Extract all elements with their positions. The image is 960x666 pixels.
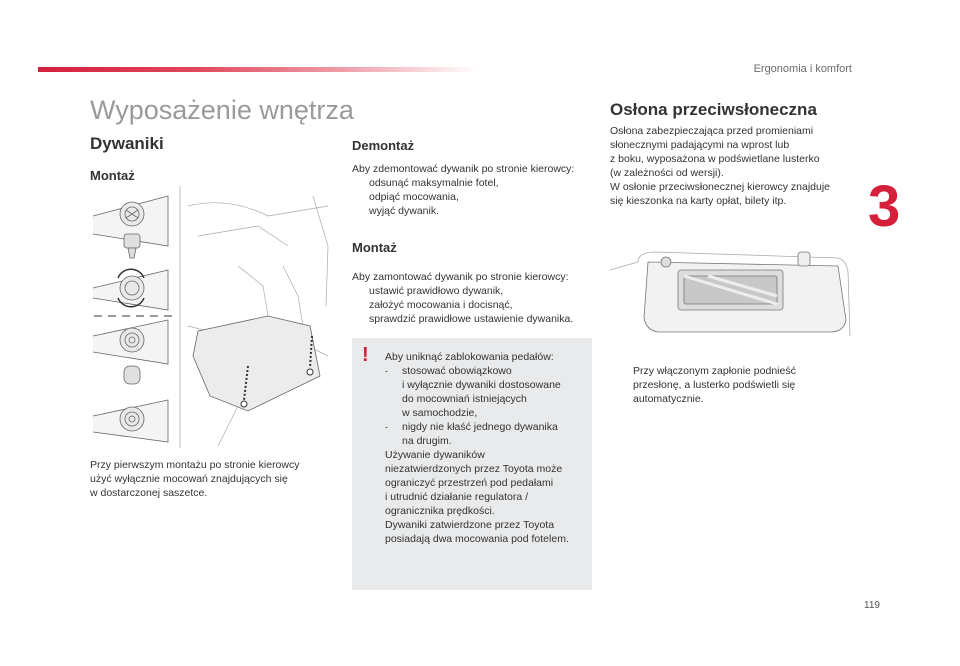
oslona-note-block (616, 364, 856, 406)
list-item: sprawdzić prawidłowe ustawienie dywanika. (369, 313, 574, 325)
warning-icon: ! (362, 344, 369, 366)
section-title: Ergonomia i komfort (753, 63, 852, 75)
dywaniki-title: Dywaniki (90, 134, 164, 153)
fastener-step-4 (93, 400, 168, 442)
list-item: Przy włączonym zapłonie podnieść przesłonę, a lusterko podświetli się automatycznie. (633, 365, 796, 405)
oslona-text: Osłona zabezpieczająca przed promieniami słonecznymi padającymi na wprost lub z boku, wyposażona w podświetlane lusterko (w zależności od wersji). W osłonie przeciwsłonecznej kierowcy znajduje się kieszonka na karty opłat, bilety itp. (610, 125, 831, 207)
montaz-left-title: Montaż (90, 168, 135, 183)
list-item: wyjąć dywanik. (369, 205, 440, 217)
warning-intro: Aby uniknąć zablokowania pedałów: (385, 351, 554, 363)
montaz-title: Montaż (352, 240, 397, 255)
dywaniki-footnote: Przy pierwszym montażu po stronie kierowcy użyć wyłącznie mocowań znajdujących się w dostarczonej saszetce. (90, 459, 300, 499)
list-item: odsunąć maksymalnie fotel, (369, 177, 499, 189)
montaz-steps (352, 284, 597, 326)
floor-mat-illustration (88, 186, 333, 448)
header-accent-bar (38, 67, 478, 72)
demontaz-steps (352, 176, 597, 218)
fastener-step-3 (93, 320, 168, 384)
demontaz-intro: Aby zdemontować dywanik po stronie kierowcy: (352, 163, 575, 175)
montaz-intro: Aby zamontować dywanik po stronie kierowcy: (352, 271, 569, 283)
fastener-step-2 (93, 269, 168, 310)
oslona-note-list (616, 364, 856, 406)
list-item: założyć mocowania i docisnąć, (369, 299, 513, 311)
car-interior (180, 186, 328, 448)
oslona-title: Osłona przeciwsłoneczna (610, 100, 817, 119)
fastener-step-1 (93, 196, 168, 258)
warning-content (385, 350, 585, 546)
list-item: - nigdy nie kłaść jednego dywanika na drugim. (385, 421, 558, 447)
warning-outro: Używanie dywaników niezatwierdzonych przez Toyota może ograniczyć przestrzeń pod pedałami i utrudnić działanie regulatora / ogranicznika prędkości. Dywaniki zatwierdzone przez Toyota posiadają dwa mocowania pod fotelem. (385, 449, 569, 545)
demontaz-title: Demontaż (352, 138, 415, 153)
list-item: ustawić prawidłowo dywanik, (369, 285, 504, 297)
sun-visor-illustration (608, 240, 858, 340)
list-item: - stosować obowiązkowo i wyłącznie dywaniki dostosowane do mocowniań istniejących w samochodzie, (385, 365, 561, 419)
page-heading: Wyposażenie wnętrza (90, 95, 354, 125)
warning-list (385, 364, 585, 448)
chapter-number: 3 (868, 174, 901, 239)
floor-mat (193, 316, 320, 411)
page-number: 119 (864, 600, 880, 611)
list-item: odpiąć mocowania, (369, 191, 459, 203)
